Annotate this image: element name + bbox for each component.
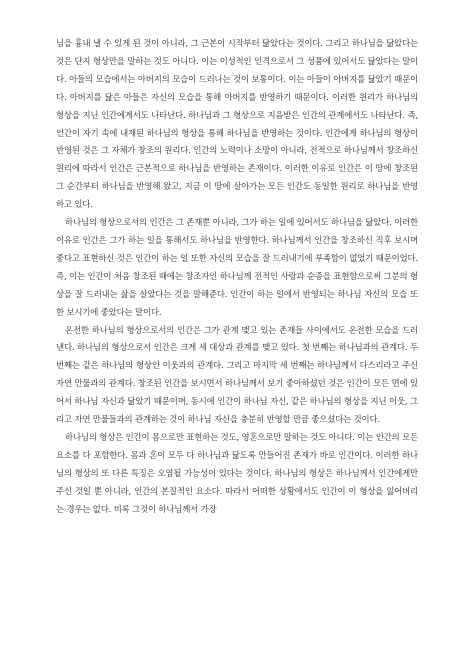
paragraph-4: 하나님의 형상은 인간이 몸으로만 표현하는 것도, 영혼으로만 말하는 것도 아니다. 이는 인간의 모든 요소를 다 포함한다. 몸과 혼이 모두 다 하나님과 닮도록 만들어진 존재가 바로 인간이다. 이러한 하나님의 형상의 또 다른 특징은 오염될 가능성이 있다는 것이다. 하나님의 형상은 하나님께서 인간에게만 주신 것일 뿐 아니라, 인간의 본질적인 요소다. 따라서 어떠한 상황에서도 인간이 이 형상을 잃어버리는 경우는 없다. 비록 그것이 하나님께서 가장 [56,431,418,514]
body-text [56,35,418,518]
paragraph-3: 온전한 하나님의 형상으로서의 인간은 그가 관계 맺고 있는 존재들 사이에서도 온전한 모습을 드러낸다. 하나님의 형상으로서 인간은 크게 세 대상과 관계를 맺고 있다. 첫 번째는 하나님과의 관계다. 두 번째는 같은 하나님의 형상인 이웃과의 관계다. 그리고 마지막 세 번째는 하나님께서 다스리라고 주신 자연 만물과의 관계다. 창조된 인간을 보시면서 하나님께서 보기 좋아하셨던 것은 인간이 모든 면에 있어서 하나님 자신과 닮았기 때문이며, 동시에 인간이 하나님 자신, 같은 하나님의 형상을 지닌 이웃, 그리고 자연 만물들과의 관계하는 것이 하나님 자신을 충분히 반영할 만큼 좋으셨다는 것이다. [56,324,418,425]
paragraph-1: 님을 흉내 낼 수 있게 된 것이 아니라, 그 근본이 시작부터 닮았다는 것이다. 그리고 하나님을 닮았다는 것은 단지 형상만을 말하는 것도 아니다. 이는 이성적인 인격으로서 그 성품에 있어서도 닮았다는 말이다. 아들의 모습에서는 아버지의 모습이 드러나는 것이 보통이다. 이는 아들이 아버지를 닮았기 때문이다. 아버지를 닮은 아들은 자신의 모습을 통해 아버지를 반영하기 때문이다. 이러한 원리가 하나님의 형상을 지닌 인간에게서도 나타난다. 하나님과 그 형상으로 지음받은 인간의 관계에서도 나타난다. 즉, 인간이 자기 속에 내재된 하나님의 형상을 통해 하나님을 반영하는 것이다. 인간에게 하나님의 형상이 반영된 것은 그 자체가 창조의 원리다. 인간의 노력이나 소망이 아니라, 전적으로 하나님께서 창조하신 원리에 따라서 인간은 근본적으로 하나님을 반영하는 존재이다. 이러한 이유로 인간은 이 땅에 창조된 그 순간부터 하나님을 반영해 왔고, 지금 이 땅에 살아가는 모든 인간도 동일한 원리로 하나님을 반영하고 있다. [56,38,418,210]
paragraph-2: 하나님의 형상으로서의 인간은 그 존재뿐 아니라, 그가 하는 일에 있어서도 하나님을 닮았다. 이러한 이유로 인간은 그가 하는 일을 통해서도 하나님을 반영한다. 하나님께서 인간을 창조하신 직후 보시며 좋다고 표현하신 것은 인간이 하는 일 또한 자신의 모습을 잘 드러내기에 부족함이 없었기 때문이었다. 즉, 이는 인간이 처음 창조된 때에는 창조자인 하나님께 전적인 사랑과 순종을 표현함으로써 그분의 형상을 잘 드러내는 삶을 살았다는 것을 말해준다. 인간이 하는 일에서 반영되는 하나님 자신의 모습 또한 보시기에 좋았다는 말이다. [56,217,418,317]
